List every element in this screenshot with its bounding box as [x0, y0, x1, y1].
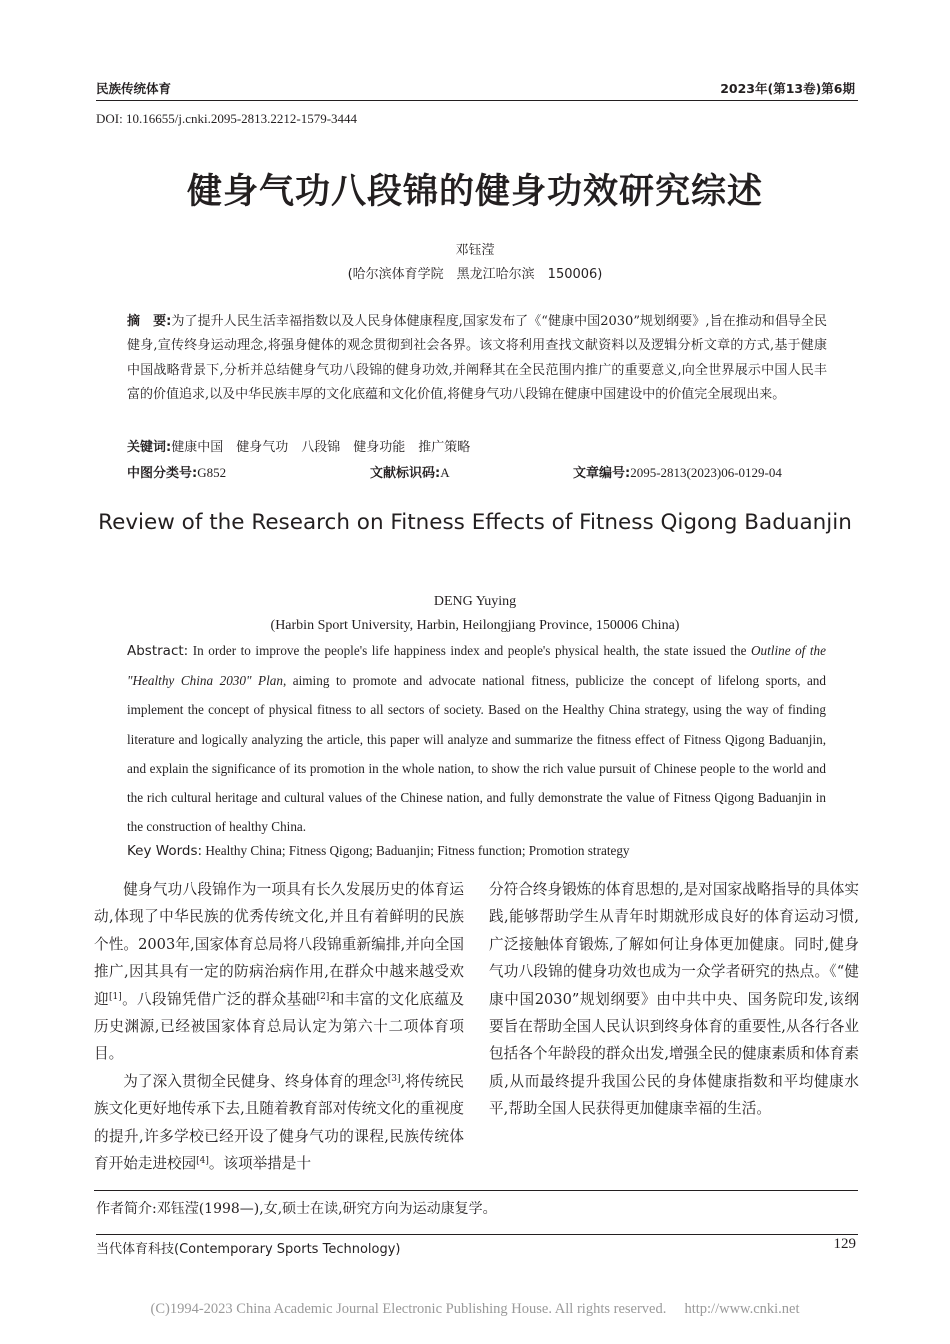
affiliation-en: (Harbin Sport University, Harbin, Heilongjiang Province, 150006 China)	[270, 618, 680, 633]
footer-journal: 当代体育科技(Contemporary Sports Technology)	[96, 1242, 401, 1257]
affiliation-cn: (哈尔滨体育学院 黑龙江哈尔滨 150006)	[347, 267, 603, 282]
article-number: 文章编号:2095-2813(2023)06-0129-04	[573, 465, 782, 481]
keywords-cn	[127, 436, 470, 455]
body-paragraph: 为了深入贯彻全民健身、终身体育的理念[3],将传统民族文化更好地传承下去,且随着教育部对传统文化的重视度的提升,许多学校已经开设了健身气功的课程,民族传统体育开始走进校园[4]。该项举措是十	[94, 1072, 464, 1173]
page-number: 129	[833, 1236, 856, 1252]
doi-line: DOI: 10.16655/j.cnki.2095-2813.2212-1579-3444	[96, 111, 358, 126]
body-paragraph: 健身气功八段锦作为一项具有长久发展历史的体育运动,体现了中华民族的优秀传统文化,并且有着鲜明的民族个性。2003年,国家体育总局将八段锦重新编排,并向全国推广,因其具有一定的防病治病作用,在群众中越来越受欢迎[1]。八段锦凭借广泛的群众基础[2]和丰富的文化底蕴及历史渊源,已经被国家体育总局认定为第六十二项体育项目。	[94, 881, 464, 1063]
citation-ref: [3]	[387, 1073, 401, 1084]
running-header-issue: 2023年(第13卷)第6期	[720, 81, 855, 96]
body-column-left	[94, 876, 464, 1177]
citation-ref: [2]	[316, 991, 330, 1002]
article-title-en: Review of the Research on Fitness Effects of Fitness Qigong Baduanjin	[98, 510, 852, 535]
keywords-cn-label: 关键词:	[127, 440, 172, 455]
copyright-watermark: (C)1994-2023 China Academic Journal Electronic Publishing House. All rights reserved. http://www.cnki.net	[150, 1301, 800, 1317]
article-title-cn: 健身气功八段锦的健身功效研究综述	[186, 172, 763, 212]
author-footnote: 作者简介:邓钰滢(1998—),女,硕士在读,研究方向为运动康复学。	[96, 1201, 497, 1217]
plan-title-italic: Outline of the "Healthy China 2030" Plan	[127, 643, 826, 689]
author-name-en: DENG Yuying	[433, 594, 517, 609]
abstract-en-label: Abstract:	[127, 643, 189, 659]
footnote-divider	[94, 1190, 858, 1191]
keywords-en: Key Words: Healthy China; Fitness Qigong; Baduanjin; Fitness function; Promotion strategy	[127, 843, 630, 859]
citation-ref: [4]	[196, 1156, 209, 1167]
citation-ref: [1]	[108, 991, 122, 1002]
abstract-cn	[127, 310, 827, 408]
clc-number: 中图分类号:G852	[127, 465, 227, 481]
abstract-cn-label: 摘 要:	[127, 314, 172, 329]
author-name-cn: 邓钰滢	[455, 243, 495, 258]
document-code: 文献标识码:A	[370, 465, 450, 481]
body-column-right	[489, 876, 859, 1123]
abstract-cn-text: 为了提升人民生活幸福指数以及人民身体健康程度,国家发布了《“健康中国2030”规划纲要》,旨在推动和倡导全民健身,宣传终身运动理念,将强身健体的观念贯彻到社会各界。该文将利用查找文献资料以及逻辑分析文章的方式,基于健康中国战略背景下,分析并总结健身气功八段锦的健身功效,并阐释其在全民范围内推广的重要意义,向全世界展示中国人民丰富的价值追求,以及中华民族丰厚的文化底蕴和文化价值,将健身气功八段锦在健康中国建设中的价值完全展现出来。	[127, 314, 827, 403]
footer-divider	[96, 1234, 858, 1235]
abstract-en: Abstract: In order to improve the people's life happiness index and people's physical health, the state issued the Outline of the "Healthy China 2030" Plan, aiming to promote and advocate national fitness, publicize the concept of lifelong sports, and implement the concept of physical fitness to all sectors of society. Based on the Healthy China strategy, using the way of finding literature and logically analyzing the article, this paper will analyze and summarize the fitness effect of Fitness Qigong Baduanjin, and explain the significance of its promotion in the whole nation, to show the rich value pursuit of Chinese people to the world and the rich cultural heritage and cultural values of the Chinese nation, and fully demonstrate the value of Fitness Qigong Baduanjin in the construction of healthy China.	[127, 643, 826, 835]
keywords-cn-text: 健康中国 健身气功 八段锦 健身功能 推广策略	[171, 440, 471, 455]
header-divider	[96, 100, 858, 101]
body-paragraph: 分符合终身锻炼的体育思想的,是对国家战略指导的具体实践,能够帮助学生从青年时期就形成良好的体育运动习惯,广泛接触体育锻炼,了解如何让身体更加健康。同时,健身气功八段锦的健身功效也成为一众学者研究的热点。《“健康中国2030”规划纲要》由中共中央、国务院印发,该纲要旨在帮助全国人民认识到终身体育的重要性,从各行各业包括各个年龄段的群众出发,增强全民的健康素质和体育素质,从而最终提升我国公民的身体健康指数和平均健康水平,帮助全国人民获得更加健康幸福的生活。	[489, 881, 859, 1118]
keywords-en-label: Key Words:	[127, 843, 203, 859]
running-header-journal: 民族传统体育	[96, 81, 172, 96]
